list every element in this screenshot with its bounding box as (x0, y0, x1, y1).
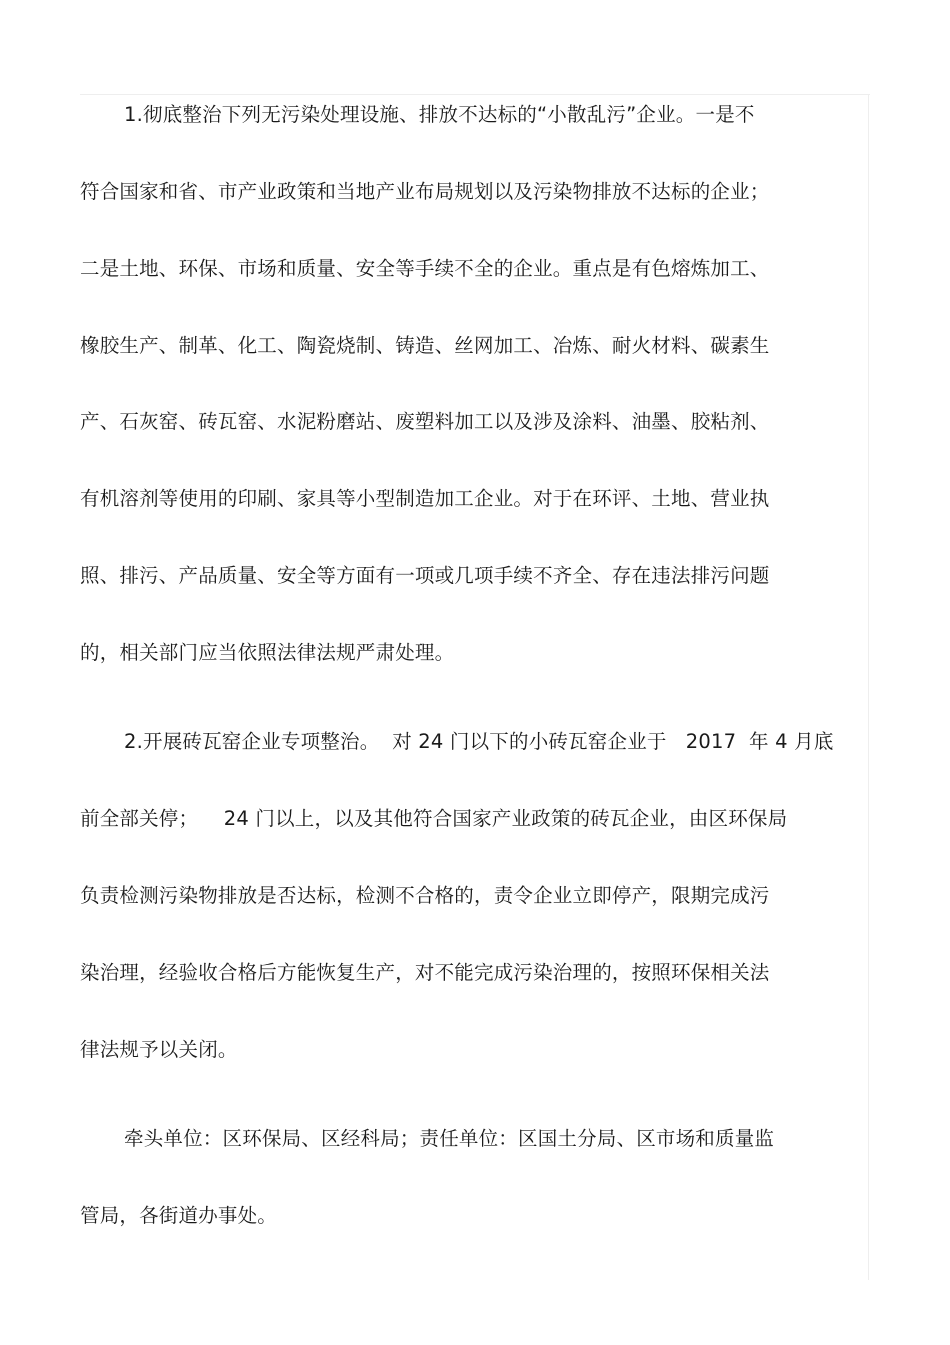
page-right-border (868, 94, 869, 1280)
paragraph-1-line-5: 产、石灰窑、砖瓦窑、水泥粉磨站、废塑料加工以及涉及涂料、油墨、胶粘剂、 (80, 410, 770, 433)
paragraph-1-line-8: 的，相关部门应当依照法律法规严肃处理。 (80, 641, 455, 664)
paragraph-2-line-5: 律法规予以关闭。 (80, 1038, 238, 1061)
paragraph-2-line-1: 2.开展砖瓦窑企业专项整治。 对 24 门以下的小砖瓦窑企业于 2017 年 4 月底 (124, 730, 834, 753)
paragraph-1-line-4: 橡胶生产、制革、化工、陶瓷烧制、铸造、丝网加工、冶炼、耐火材料、碳素生 (80, 334, 770, 357)
paragraph-2-line-4: 染治理，经验收合格后方能恢复生产，对不能完成污染治理的，按照环保相关法 (80, 961, 770, 984)
paragraph-1-line-3: 二是土地、环保、市场和质量、安全等手续不全的企业。重点是有色熔炼加工、 (80, 257, 770, 280)
paragraph-2-line-2: 前全部关停； 24 门以上，以及其他符合国家产业政策的砖瓦企业，由区环保局 (80, 807, 788, 830)
paragraph-1-line-1: 1.彻底整治下列无污染处理设施、排放不达标的“小散乱污”企业。一是不 (124, 103, 755, 126)
paragraph-3-line-2: 管局，各街道办事处。 (80, 1204, 278, 1227)
paragraph-1-line-6: 有机溶剂等使用的印刷、家具等小型制造加工企业。对于在环评、土地、营业执 (80, 487, 770, 510)
paragraph-3-line-1: 牵头单位：区环保局、区经科局；责任单位：区国土分局、区市场和质量监 (124, 1127, 775, 1150)
paragraph-2-line-3: 负责检测污染物排放是否达标，检测不合格的，责令企业立即停产，限期完成污 (80, 884, 770, 907)
paragraph-1-line-7: 照、排污、产品质量、安全等方面有一项或几项手续不齐全、存在违法排污问题 (80, 564, 770, 587)
paragraph-1-line-2: 符合国家和省、市产业政策和当地产业布局规划以及污染物排放不达标的企业； (80, 180, 770, 203)
page-top-border (80, 94, 870, 95)
